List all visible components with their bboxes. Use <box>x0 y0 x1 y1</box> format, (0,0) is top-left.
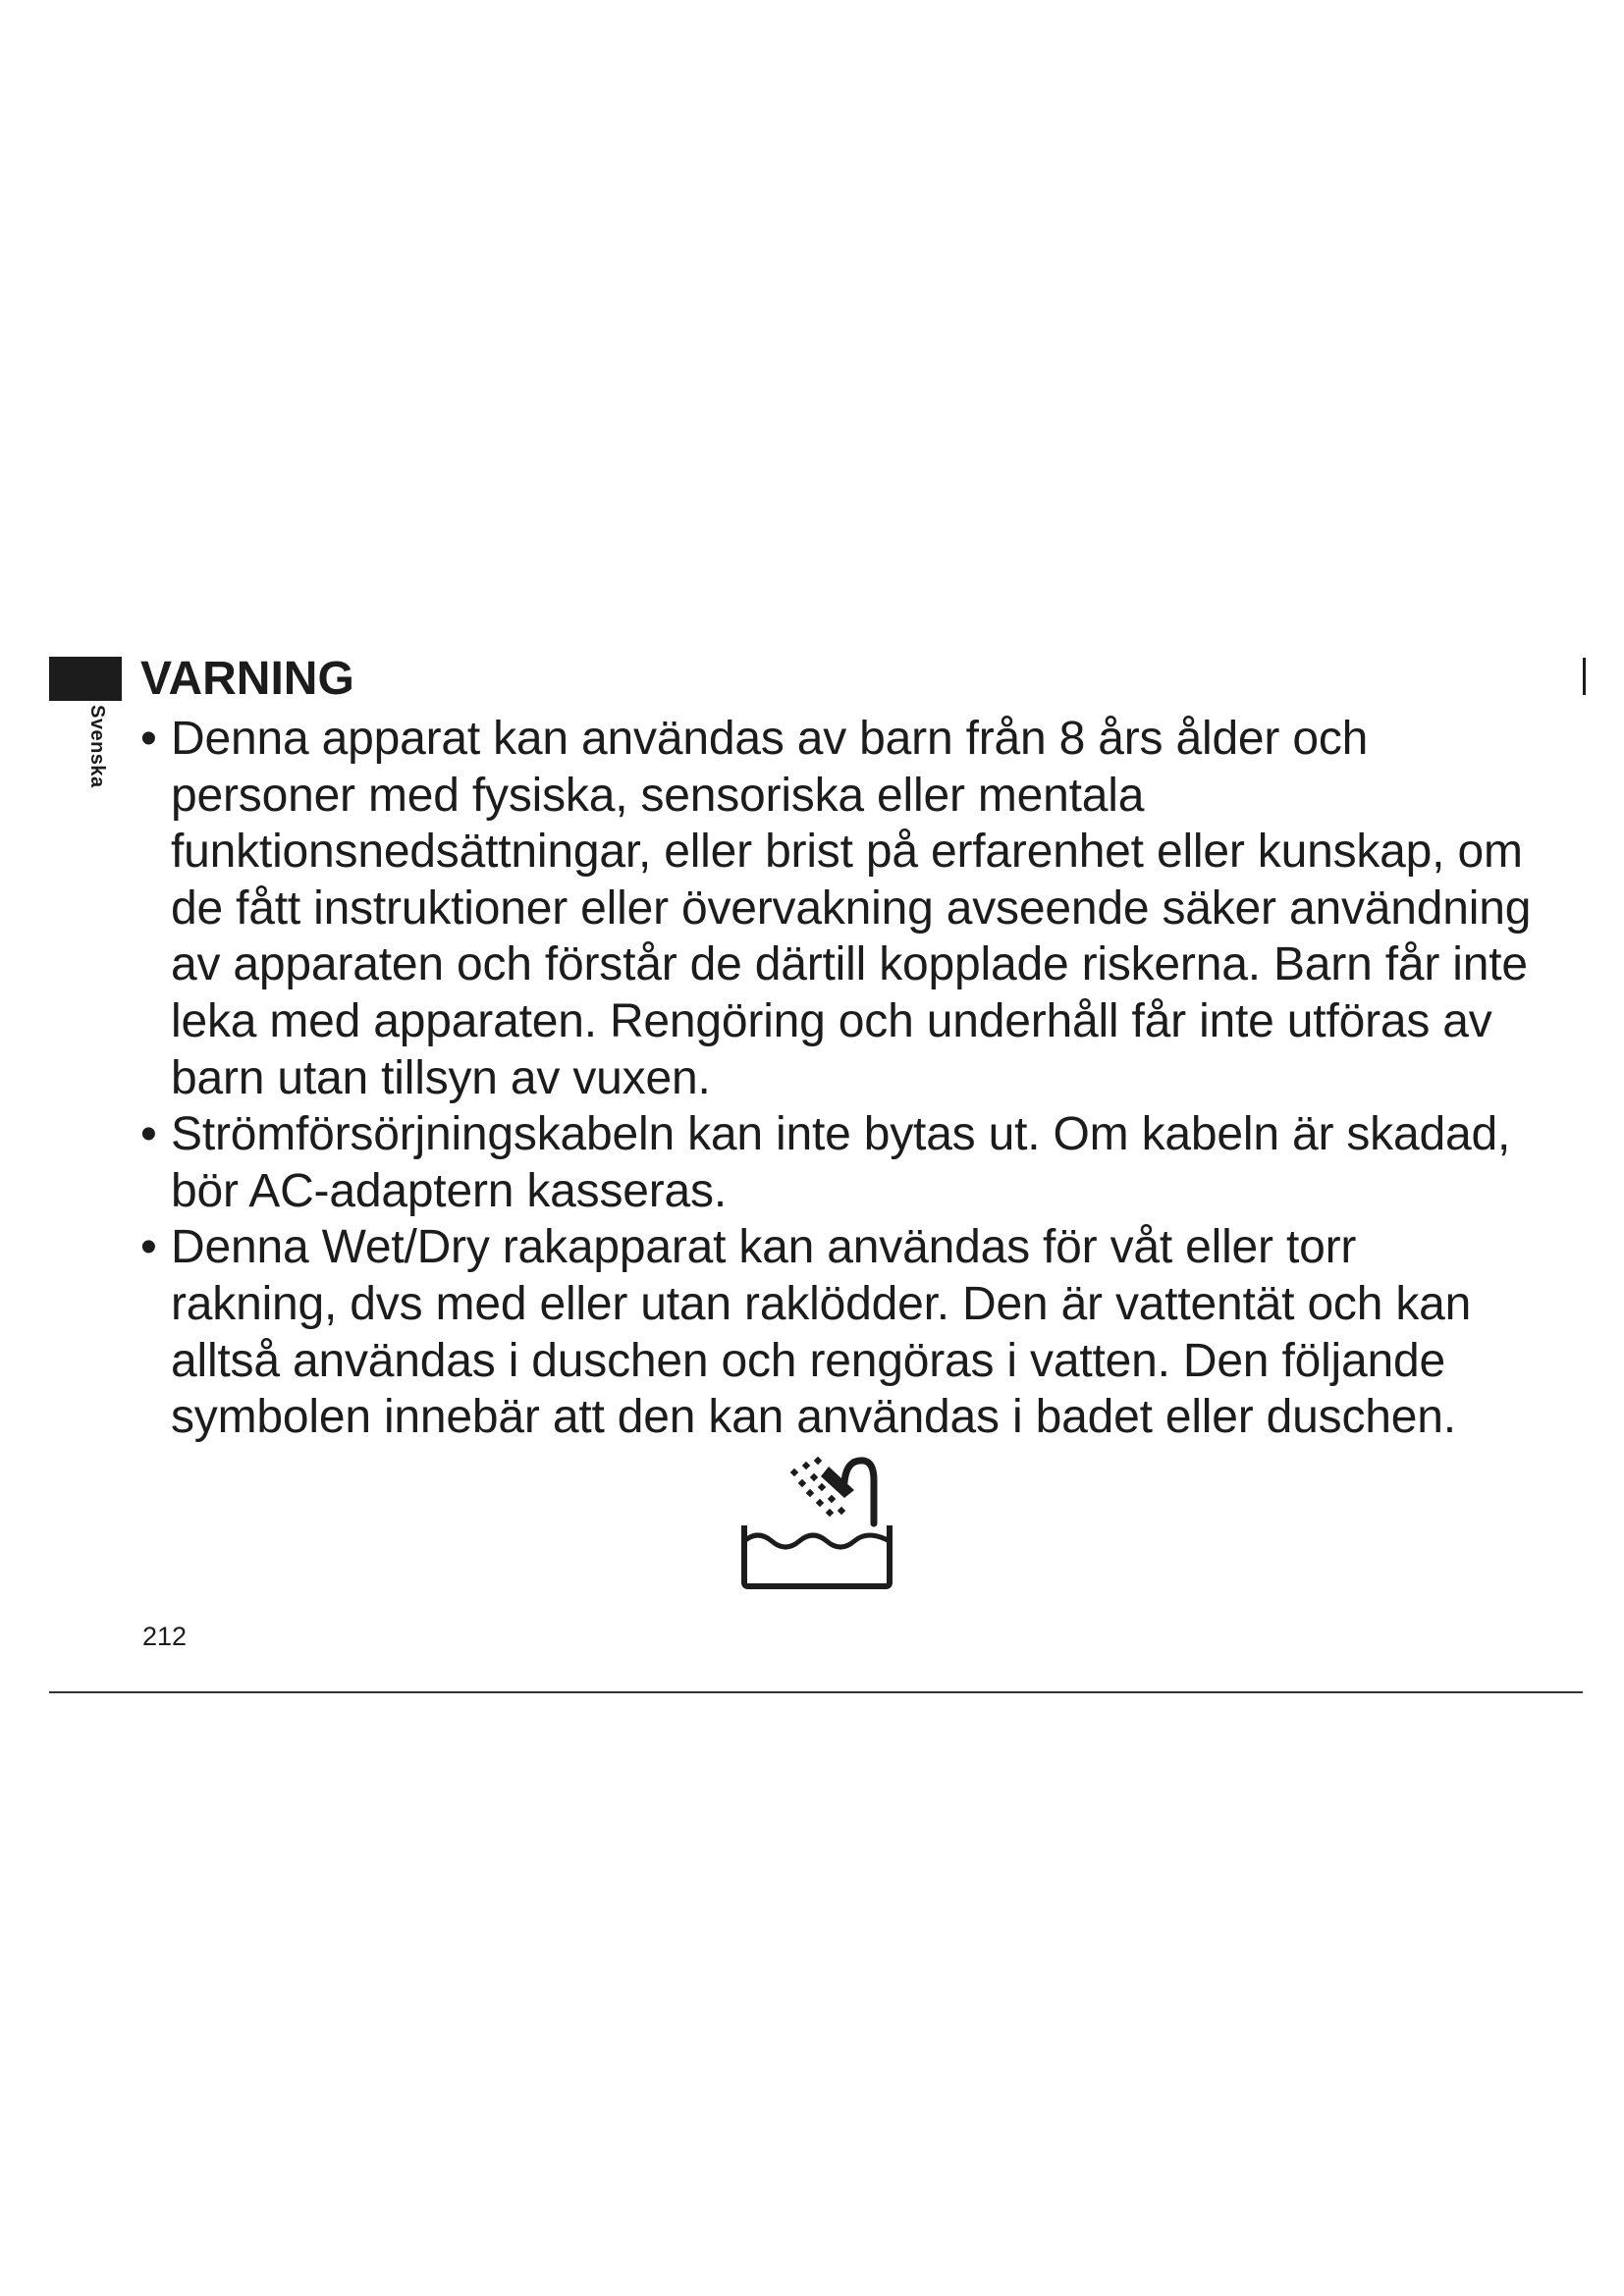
warning-item-wet-dry <box>140 1219 1535 1445</box>
bullet: • <box>140 1221 157 1274</box>
warning-text: Denna apparat kan användas av barn från 8 års ålder och personer med fysiska, sensoriska eller mentala funktionsnedsättningar, eller brist på erfarenhet eller kunskap, om de fått instruktioner eller övervakning avseende säker användning av apparaten och förstår de därtill kopplade riskerna. Barn får inte leka med apparaten. Rengöring och underhåll får inte utföras av barn utan tillsyn av vuxen. <box>171 713 1532 1104</box>
page-number: 212 <box>142 1622 188 1651</box>
warning-heading: VARNING <box>140 653 354 705</box>
bullet: • <box>140 713 157 765</box>
warning-text: Denna Wet/Dry rakapparat kan användas för våt eller torr rakning, dvs med eller utan raklödder. Den är vattentät och kan alltså användas i duschen och rengöras i vatten. Den följande symbolen innebär att den kan användas i badet eller duschen. <box>171 1221 1472 1444</box>
warning-item-children <box>140 711 1535 1106</box>
bath-shower-icon <box>738 1447 895 1590</box>
crop-mark <box>1583 658 1586 695</box>
bullet: • <box>140 1108 157 1161</box>
warning-text: Strömförsörjningskabeln kan inte bytas ut. Om kabeln är skadad, bör AC-adaptern kasseras. <box>171 1108 1511 1217</box>
language-tab-marker <box>49 657 122 701</box>
warning-list <box>140 711 1535 1446</box>
footer-divider <box>49 1691 1583 1693</box>
language-label: Svenska <box>86 705 108 788</box>
warning-item-power-cable <box>140 1106 1535 1219</box>
